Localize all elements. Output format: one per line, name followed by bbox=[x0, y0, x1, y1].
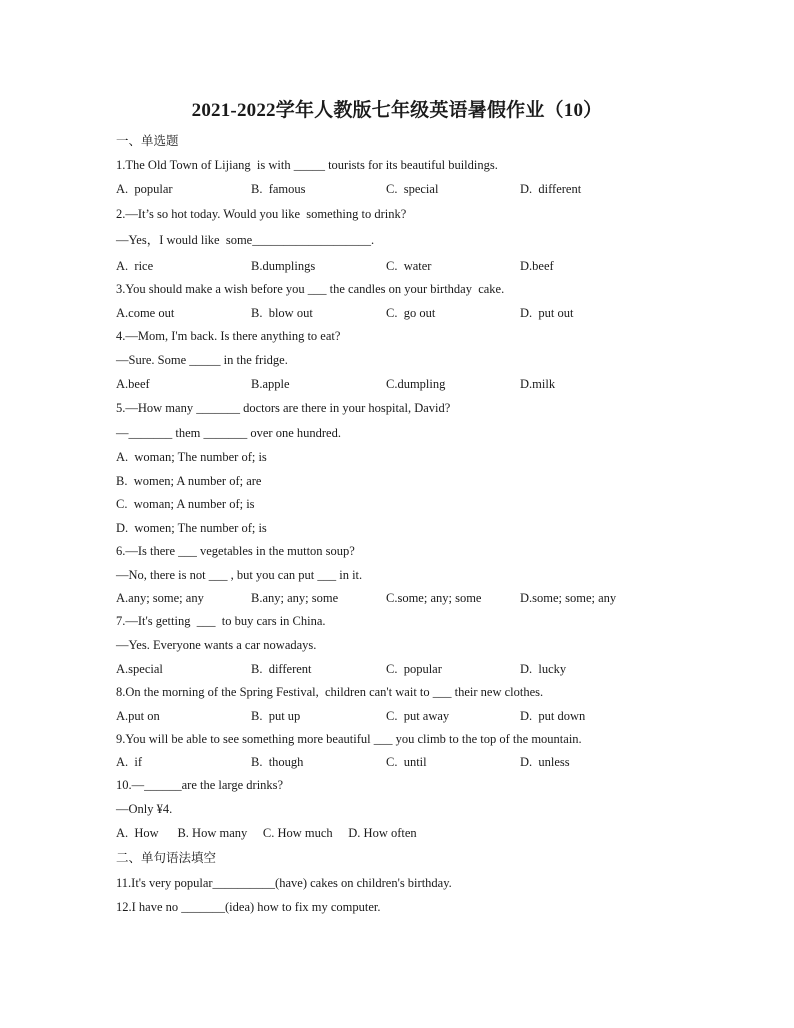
q10-options: A. How B. How many C. How much D. How often bbox=[116, 826, 417, 840]
question-2-reply: —Yes，I would like some___________________. bbox=[116, 233, 375, 247]
page-title: 2021-2022学年人教版七年级英语暑假作业（10） bbox=[191, 100, 603, 121]
question-11: 11.It's very popular__________(have) cakes on children's birthday. bbox=[116, 876, 452, 890]
q1-option-c: C. special bbox=[386, 182, 439, 196]
question-9: 9.You will be able to see something more beautiful ___ you climb to the top of the mountain. bbox=[116, 732, 582, 746]
q3-option-c: C. go out bbox=[386, 306, 436, 320]
q3-option-a: A.come out bbox=[116, 306, 175, 320]
q9-option-c: C. until bbox=[386, 755, 427, 769]
q8-option-d: D. put down bbox=[520, 709, 586, 723]
q1-option-a: A. popular bbox=[116, 182, 173, 196]
q4-option-b: B.apple bbox=[251, 377, 290, 391]
q7-option-a: A.special bbox=[116, 662, 163, 676]
q4-option-c: C.dumpling bbox=[386, 377, 446, 391]
q6-option-b: B.any; any; some bbox=[251, 591, 339, 605]
question-5-reply: —_______ them _______ over one hundred. bbox=[116, 426, 341, 440]
question-6: 6.—Is there ___ vegetables in the mutton soup? bbox=[116, 544, 355, 558]
question-3: 3.You should make a wish before you ___ the candles on your birthday cake. bbox=[116, 282, 505, 296]
question-7: 7.—It's getting ___ to buy cars in China. bbox=[116, 614, 326, 628]
q9-option-b: B. though bbox=[251, 755, 304, 769]
section-heading-single-choice: 一、单选题 bbox=[116, 133, 179, 148]
question-8: 8.On the morning of the Spring Festival, children can't wait to ___ their new clothes. bbox=[116, 685, 544, 699]
q2-option-d: D.beef bbox=[520, 259, 554, 273]
q3-option-d: D. put out bbox=[520, 306, 574, 320]
section-heading-grammar-fill: 二、单句语法填空 bbox=[116, 850, 217, 865]
question-2: 2.—It’s so hot today. Would you like something to drink? bbox=[116, 207, 407, 221]
q8-option-c: C. put away bbox=[386, 709, 450, 723]
question-4-reply: —Sure. Some _____ in the fridge. bbox=[116, 353, 288, 367]
question-10-reply: —Only ¥4. bbox=[116, 802, 173, 816]
q8-option-b: B. put up bbox=[251, 709, 301, 723]
q5-option-a: A. woman; The number of; is bbox=[116, 450, 267, 464]
q9-option-d: D. unless bbox=[520, 755, 570, 769]
q7-option-d: D. lucky bbox=[520, 662, 567, 676]
q2-option-b: B.dumplings bbox=[251, 259, 316, 273]
q6-option-c: C.some; any; some bbox=[386, 591, 482, 605]
q5-option-b: B. women; A number of; are bbox=[116, 474, 262, 488]
question-4: 4.—Mom, I'm back. Is there anything to eat? bbox=[116, 329, 341, 343]
q6-option-d: D.some; some; any bbox=[520, 591, 617, 605]
q4-option-d: D.milk bbox=[520, 377, 556, 391]
question-7-reply: —Yes. Everyone wants a car nowadays. bbox=[116, 638, 317, 652]
q5-option-c: C. woman; A number of; is bbox=[116, 497, 255, 511]
q1-option-d: D. different bbox=[520, 182, 582, 196]
q6-option-a: A.any; some; any bbox=[116, 591, 204, 605]
q7-option-b: B. different bbox=[251, 662, 312, 676]
question-12: 12.I have no _______(idea) how to fix my computer. bbox=[116, 900, 381, 914]
question-5: 5.—How many _______ doctors are there in your hospital, David? bbox=[116, 401, 451, 415]
q5-option-d: D. women; The number of; is bbox=[116, 521, 267, 535]
q1-option-b: B. famous bbox=[251, 182, 306, 196]
q7-option-c: C. popular bbox=[386, 662, 442, 676]
question-6-reply: —No, there is not ___ , but you can put ___ in it. bbox=[116, 568, 363, 582]
q2-option-c: C. water bbox=[386, 259, 432, 273]
q8-option-a: A.put on bbox=[116, 709, 160, 723]
q4-option-a: A.beef bbox=[116, 377, 150, 391]
q2-option-a: A. rice bbox=[116, 259, 154, 273]
question-1: 1.The Old Town of Lijiang is with _____ tourists for its beautiful buildings. bbox=[116, 158, 498, 172]
question-10: 10.—______are the large drinks? bbox=[116, 778, 284, 792]
q3-option-b: B. blow out bbox=[251, 306, 313, 320]
q9-option-a: A. if bbox=[116, 755, 143, 769]
